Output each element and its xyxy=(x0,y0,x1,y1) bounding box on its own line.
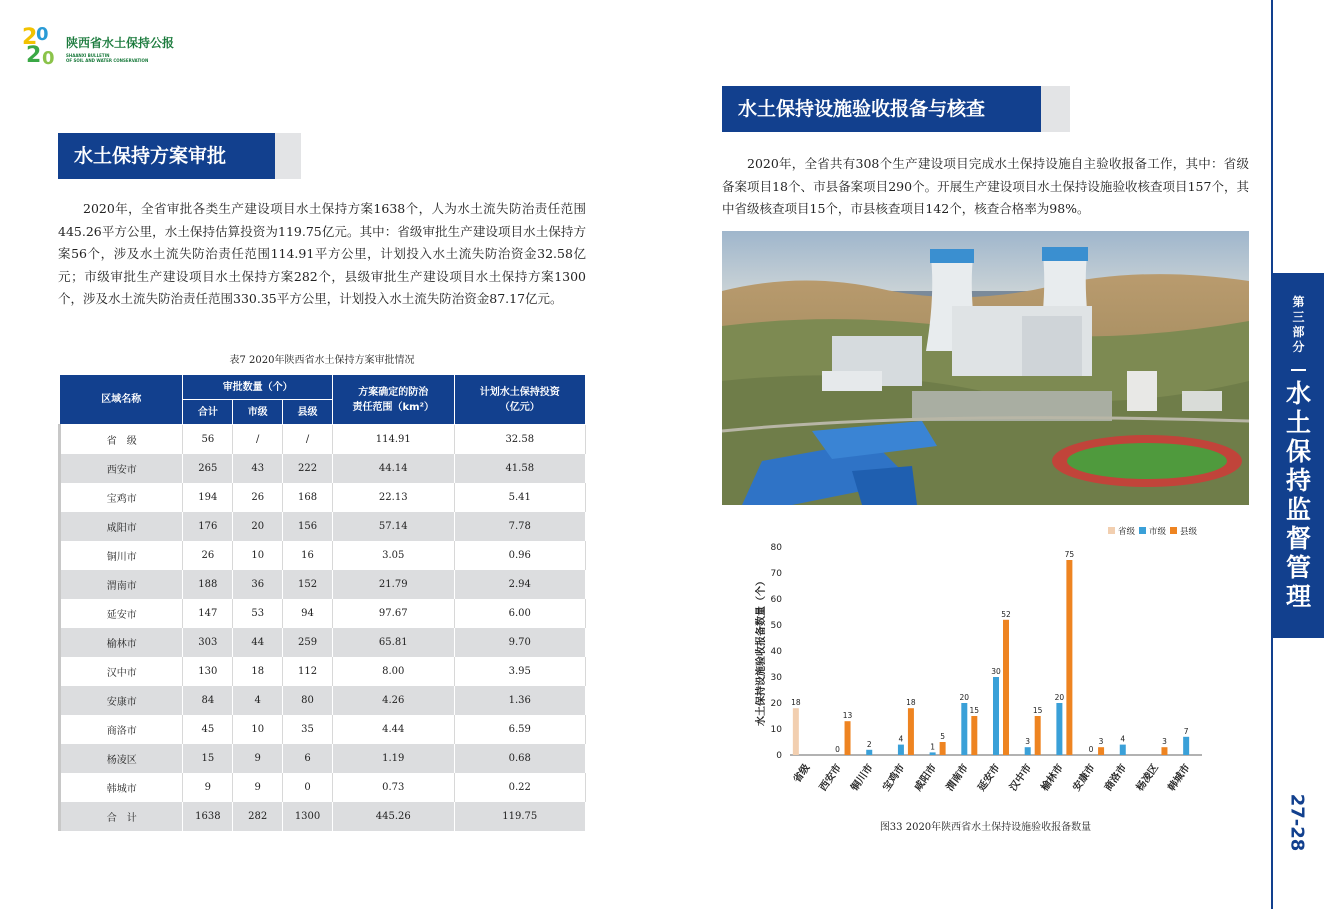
bar-province xyxy=(793,708,799,755)
header-count: 审批数量（个） xyxy=(183,375,333,400)
value-cell: 0.96 xyxy=(454,541,585,570)
header-city: 市级 xyxy=(233,400,283,425)
value-cell: 22.13 xyxy=(332,483,454,512)
value-cell: 0 xyxy=(283,773,333,802)
y-tick-label: 40 xyxy=(770,647,782,657)
region-cell: 汉中市 xyxy=(60,657,183,686)
approval-table xyxy=(58,374,586,831)
value-cell: 6 xyxy=(283,744,333,773)
header-total: 合计 xyxy=(183,400,233,425)
header-area-line-1: 方案确定的防治 xyxy=(358,386,429,398)
paragraph-text: 2020年，全省审批各类生产建设项目水土保持方案1638个，人为水土流失防治责任范围445.26平方公里，水土保持估算投资为119.75亿元。其中：省级审批生产建设项目水土保持方案56个，涉及水土流失防治责任范围114.91平方公里，计划投入水土流失防治资金32.58亿元；市级审批生产建设项目水土保持方案282个，县级审批生产建设项目水土保持方案1300个，涉及水土流失防治责任范围330.35平方公里，计划投入水土流失防治资金87.17亿元。 xyxy=(58,201,586,306)
title-char: 督 xyxy=(1285,524,1311,553)
value-cell: 36 xyxy=(233,570,283,599)
value-cell: 114.91 xyxy=(332,425,454,454)
value-cell: 15 xyxy=(183,744,233,773)
x-tick-label: 汉中市 xyxy=(1007,762,1035,794)
svg-text:2: 2 xyxy=(22,25,38,50)
value-cell: 35 xyxy=(283,715,333,744)
data-label: 13 xyxy=(842,711,853,721)
value-cell: 9 xyxy=(183,773,233,802)
acceptance-paragraph xyxy=(722,153,1249,221)
value-cell: 18 xyxy=(233,657,283,686)
logo-subtitle xyxy=(66,53,148,63)
value-cell: 3.95 xyxy=(454,657,585,686)
value-cell: 57.14 xyxy=(332,512,454,541)
value-cell: 44 xyxy=(233,628,283,657)
power-plant-illustration xyxy=(722,231,1249,505)
value-cell: 0.22 xyxy=(454,773,585,802)
table-row xyxy=(60,541,586,570)
data-label: 0 xyxy=(835,745,840,754)
value-cell: 45 xyxy=(183,715,233,744)
logo-subtitle-line-2: OF SOIL AND WATER CONSERVATION xyxy=(66,58,149,63)
value-cell: 445.26 xyxy=(332,802,454,831)
x-tick-label: 杨凌区 xyxy=(1134,762,1161,794)
page-number-text: 27-28 xyxy=(1286,793,1308,852)
value-cell: 10 xyxy=(233,715,283,744)
bar-city xyxy=(930,752,936,755)
title-char: 监 xyxy=(1285,495,1311,524)
data-label: 5 xyxy=(940,732,946,741)
part-char: 第 xyxy=(1292,295,1305,309)
header-area xyxy=(332,375,454,425)
y-tick-label: 20 xyxy=(770,699,782,709)
chart-caption: 图33 2020年陕西省水土保持设施验收报备数量 xyxy=(879,822,1092,833)
region-cell: 韩城市 xyxy=(60,773,183,802)
data-label: 18 xyxy=(906,698,916,708)
value-cell: 84 xyxy=(183,686,233,715)
x-tick-label: 商洛市 xyxy=(1103,762,1130,794)
x-tick-label: 省级 xyxy=(791,762,813,786)
bar-city xyxy=(898,745,904,755)
data-label: 30 xyxy=(991,667,1001,676)
value-cell: 3.05 xyxy=(332,541,454,570)
y-tick-label: 0 xyxy=(776,751,782,761)
value-cell: 0.73 xyxy=(332,773,454,802)
value-cell: 5.41 xyxy=(454,483,585,512)
value-cell: 1.19 xyxy=(332,744,454,773)
region-cell: 宝鸡市 xyxy=(60,483,183,512)
bar-county xyxy=(940,742,946,755)
x-tick-label: 韩城市 xyxy=(1166,762,1193,794)
value-cell: 32.58 xyxy=(454,425,585,454)
value-cell: 188 xyxy=(183,570,233,599)
data-label: 18 xyxy=(791,698,801,708)
value-cell: 44.14 xyxy=(332,454,454,483)
bar-county xyxy=(845,721,851,755)
part-char: 部 xyxy=(1292,325,1305,339)
table-row xyxy=(60,744,586,773)
value-cell: 2.94 xyxy=(454,570,585,599)
page-number xyxy=(1282,790,1312,860)
table-row xyxy=(60,686,586,715)
value-cell: 9 xyxy=(233,744,283,773)
x-tick-label: 铜川市 xyxy=(849,762,876,794)
value-cell: 0.68 xyxy=(454,744,585,773)
y-tick-label: 30 xyxy=(770,673,782,683)
title-char: 管 xyxy=(1285,553,1311,582)
legend-label: 县级 xyxy=(1180,527,1198,537)
y-axis-label: 水土保持设施验收报备数量（个） xyxy=(756,576,767,726)
value-cell: 94 xyxy=(283,599,333,628)
data-label: 15 xyxy=(1032,706,1043,715)
bar-county xyxy=(1066,560,1072,755)
section-header-acceptance xyxy=(722,86,1070,132)
region-cell: 商洛市 xyxy=(60,715,183,744)
value-cell: 65.81 xyxy=(332,628,454,657)
value-cell: 168 xyxy=(283,483,333,512)
svg-text:0: 0 xyxy=(36,24,49,45)
region-cell: 铜川市 xyxy=(60,541,183,570)
legend-swatch xyxy=(1108,527,1115,534)
value-cell: 176 xyxy=(183,512,233,541)
bar-county xyxy=(1098,747,1104,755)
data-label: 4 xyxy=(1120,734,1126,744)
value-cell: 20 xyxy=(233,512,283,541)
value-cell: / xyxy=(283,425,333,454)
table-row xyxy=(60,628,586,657)
table-row xyxy=(60,483,586,512)
value-cell: 112 xyxy=(283,657,333,686)
table-row xyxy=(60,657,586,686)
y-tick-label: 50 xyxy=(770,621,782,631)
table-row xyxy=(60,802,586,831)
x-tick-label: 咸阳市 xyxy=(912,762,940,794)
logo-subtitle-line-1: SHAANXI BULLETIN xyxy=(66,53,110,58)
value-cell: 9.70 xyxy=(454,628,585,657)
table-row xyxy=(60,599,586,628)
value-cell: 194 xyxy=(183,483,233,512)
value-cell: 10 xyxy=(233,541,283,570)
region-cell: 西安市 xyxy=(60,454,183,483)
legend-swatch xyxy=(1139,527,1146,534)
plan-approval-paragraph xyxy=(58,198,586,311)
x-tick-label: 渭南市 xyxy=(944,762,971,794)
value-cell: 9 xyxy=(233,773,283,802)
region-cell: 咸阳市 xyxy=(60,512,183,541)
table-row xyxy=(60,425,586,454)
value-cell: 1300 xyxy=(283,802,333,831)
power-plant-photo xyxy=(722,231,1249,505)
bar-city xyxy=(1056,703,1062,755)
value-cell: 1638 xyxy=(183,802,233,831)
section-title: 水土保持设施验收报备与核查 xyxy=(722,86,1041,132)
value-cell: 80 xyxy=(283,686,333,715)
value-cell: 4 xyxy=(233,686,283,715)
region-cell: 渭南市 xyxy=(60,570,183,599)
data-label: 15 xyxy=(969,706,980,715)
acceptance-bar-chart xyxy=(740,518,1210,838)
data-label: 0 xyxy=(1088,745,1094,754)
region-cell: 合 计 xyxy=(60,802,183,831)
value-cell: 1.36 xyxy=(454,686,585,715)
bar-city xyxy=(1183,737,1189,755)
header-invest-line-2: （亿元） xyxy=(499,401,540,413)
data-label: 2 xyxy=(866,739,872,749)
value-cell: 152 xyxy=(283,570,333,599)
value-cell: 265 xyxy=(183,454,233,483)
bar-city xyxy=(961,703,967,755)
legend-swatch xyxy=(1170,527,1177,534)
value-cell: 16 xyxy=(283,541,333,570)
table-row xyxy=(60,512,586,541)
part-separator xyxy=(1291,369,1306,371)
value-cell: 56 xyxy=(183,425,233,454)
value-cell: 156 xyxy=(283,512,333,541)
value-cell: 21.79 xyxy=(332,570,454,599)
table-body xyxy=(60,425,586,831)
data-label: 20 xyxy=(1054,693,1065,702)
value-cell: 6.59 xyxy=(454,715,585,744)
table-caption: 表7 2020年陕西省水土保持方案审批情况 xyxy=(229,355,415,366)
y-tick-label: 10 xyxy=(770,725,782,735)
data-label: 7 xyxy=(1183,726,1189,736)
value-cell: 97.67 xyxy=(332,599,454,628)
data-label: 75 xyxy=(1064,550,1075,559)
bar-county xyxy=(1003,620,1009,755)
value-cell: 4.44 xyxy=(332,715,454,744)
bulletin-logo xyxy=(20,20,200,70)
section-header-plan-approval xyxy=(58,133,301,179)
data-label: 3 xyxy=(1162,737,1167,747)
x-tick-label: 延安市 xyxy=(976,762,1003,794)
x-tick-label: 宝鸡市 xyxy=(881,762,908,794)
value-cell: 222 xyxy=(283,454,333,483)
table-row xyxy=(60,570,586,599)
value-cell: 282 xyxy=(233,802,283,831)
table-row xyxy=(60,715,586,744)
value-cell: 26 xyxy=(183,541,233,570)
y-tick-label: 60 xyxy=(770,595,782,605)
logo-title: 陕西省水土保持公报 xyxy=(66,36,175,50)
header-invest xyxy=(454,375,585,425)
value-cell: 6.00 xyxy=(454,599,585,628)
x-tick-label: 榆林市 xyxy=(1039,762,1066,794)
bar-city xyxy=(1120,745,1126,755)
value-cell: 303 xyxy=(183,628,233,657)
header-invest-line-1: 计划水土保持投资 xyxy=(479,386,560,398)
value-cell: / xyxy=(233,425,283,454)
part-tab xyxy=(1273,273,1324,638)
x-tick-label: 西安市 xyxy=(817,762,844,794)
value-cell: 43 xyxy=(233,454,283,483)
bar-county xyxy=(971,716,977,755)
bar-county xyxy=(1161,747,1167,755)
region-cell: 安康市 xyxy=(60,686,183,715)
svg-text:2: 2 xyxy=(26,43,42,68)
region-cell: 榆林市 xyxy=(60,628,183,657)
title-char: 理 xyxy=(1285,582,1311,611)
header-area-line-2: 责任范围（km²） xyxy=(352,401,434,413)
bar-city xyxy=(866,750,872,755)
part-char: 分 xyxy=(1292,340,1305,354)
value-cell: 26 xyxy=(233,483,283,512)
section-title: 水土保持方案审批 xyxy=(58,133,275,179)
value-cell: 41.58 xyxy=(454,454,585,483)
legend-label: 省级 xyxy=(1118,527,1136,537)
bar-city xyxy=(1025,747,1031,755)
data-label: 4 xyxy=(898,734,904,744)
value-cell: 119.75 xyxy=(454,802,585,831)
y-tick-label: 80 xyxy=(770,543,782,553)
bar-city xyxy=(993,677,999,755)
header-region: 区域名称 xyxy=(60,375,183,425)
y-tick-label: 70 xyxy=(770,569,782,579)
region-cell: 杨凌区 xyxy=(60,744,183,773)
x-tick-label: 安康市 xyxy=(1071,762,1098,794)
part-char: 三 xyxy=(1292,310,1305,324)
bar-county xyxy=(908,708,914,755)
logo-2020-icon xyxy=(20,20,64,68)
value-cell: 130 xyxy=(183,657,233,686)
table-row xyxy=(60,773,586,802)
value-cell: 259 xyxy=(283,628,333,657)
region-cell: 延安市 xyxy=(60,599,183,628)
data-label: 3 xyxy=(1025,737,1031,747)
value-cell: 4.26 xyxy=(332,686,454,715)
data-label: 52 xyxy=(1001,609,1011,619)
data-label: 20 xyxy=(959,693,970,702)
title-char: 水 xyxy=(1285,379,1311,408)
title-char: 土 xyxy=(1285,408,1311,437)
data-label: 3 xyxy=(1098,737,1104,747)
svg-text:0: 0 xyxy=(42,48,55,68)
bar-county xyxy=(1035,716,1041,755)
legend-label: 市级 xyxy=(1149,527,1167,537)
title-char: 持 xyxy=(1285,466,1311,495)
title-char: 保 xyxy=(1285,437,1311,466)
value-cell: 7.78 xyxy=(454,512,585,541)
value-cell: 8.00 xyxy=(332,657,454,686)
value-cell: 53 xyxy=(233,599,283,628)
paragraph-text: 2020年，全省共有308个生产建设项目完成水土保持设施自主验收报备工作，其中：省级备案项目18个、市县备案项目290个。开展生产建设项目水土保持设施验收核查项目157个，其中省级核查项目15个，市县核查项目142个，核查合格率为98%。 xyxy=(722,156,1249,216)
data-label: 1 xyxy=(930,742,936,752)
part-title xyxy=(1273,379,1324,611)
header-county: 县级 xyxy=(283,400,333,425)
table-row xyxy=(60,454,586,483)
value-cell: 147 xyxy=(183,599,233,628)
region-cell: 省 级 xyxy=(60,425,183,454)
part-label xyxy=(1273,295,1324,355)
